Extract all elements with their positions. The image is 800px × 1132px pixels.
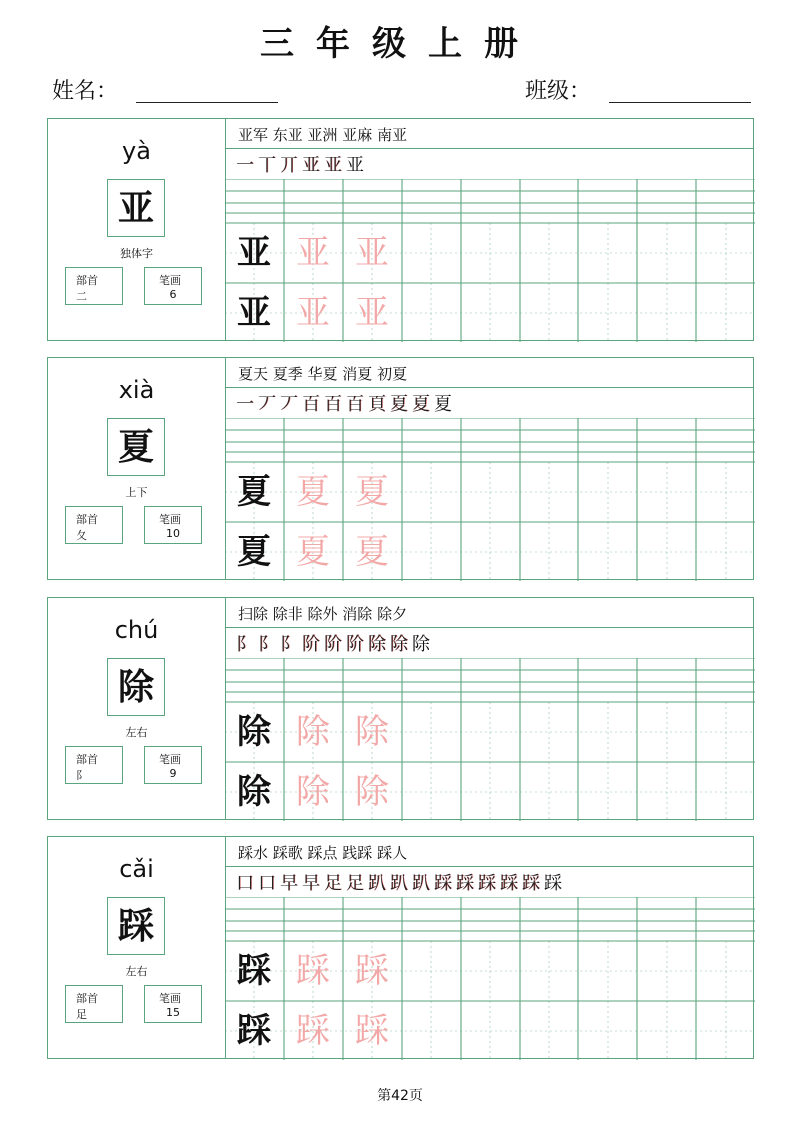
stroke-step: 丆 <box>258 394 276 415</box>
stroke-step: 亚 <box>346 155 364 176</box>
model-character: 踩 <box>237 951 271 991</box>
name-label: 姓名： <box>52 79 119 104</box>
radical-box <box>65 985 123 1023</box>
trace-character: 除 <box>296 772 330 812</box>
strokes-label: 笔画 <box>159 513 181 526</box>
strokes-value: 15 <box>166 1006 180 1019</box>
stroke-step: 夏 <box>390 394 408 415</box>
stroke-step: 丆 <box>280 394 298 415</box>
stroke-step: 阶 <box>324 634 342 655</box>
stroke-step: 踩 <box>544 873 562 894</box>
stroke-order <box>234 152 366 176</box>
stroke-step: 足 <box>324 873 342 894</box>
divider <box>225 148 753 149</box>
stroke-step: 頁 <box>368 394 386 415</box>
stroke-step: 踩 <box>456 873 474 894</box>
stroke-step: 一 <box>236 155 254 176</box>
trace-character: 夏 <box>355 472 389 512</box>
stroke-step: 阝 <box>258 634 276 655</box>
page-number: 第42页 <box>377 1088 423 1104</box>
strokes-box <box>144 506 202 544</box>
stroke-step: 早 <box>302 873 320 894</box>
vocabulary-words: 亚军 东亚 亚洲 亚麻 南亚 <box>238 126 408 144</box>
stroke-step: 趴 <box>390 873 408 894</box>
pinyin: yà <box>122 137 151 165</box>
name-field[interactable] <box>136 102 278 103</box>
model-character: 亚 <box>237 293 271 333</box>
radical-label: 部首 <box>76 274 98 287</box>
strokes-value: 9 <box>169 767 177 780</box>
radical-value: 二 <box>76 290 87 303</box>
stroke-step: 一 <box>236 394 254 415</box>
character-box <box>107 658 165 716</box>
trace-character: 夏 <box>296 532 330 572</box>
stroke-step: 除 <box>412 634 430 655</box>
stroke-step: 百 <box>346 394 364 415</box>
strokes-box <box>144 985 202 1023</box>
stroke-step: 趴 <box>412 873 430 894</box>
stroke-step: 亚 <box>324 155 342 176</box>
divider <box>225 627 753 628</box>
class-field[interactable] <box>609 102 751 103</box>
character-info-panel <box>48 358 226 579</box>
stroke-step: 除 <box>368 634 386 655</box>
radical-box <box>65 746 123 784</box>
pinyin: xià <box>118 376 155 404</box>
vocabulary-words: 夏天 夏季 华夏 消夏 初夏 <box>238 365 408 383</box>
stroke-step: 阝 <box>280 634 298 655</box>
structure-type: 左右 <box>125 726 148 739</box>
radical-value: 阝 <box>76 769 87 782</box>
radical-label: 部首 <box>76 513 98 526</box>
character-box <box>107 418 165 476</box>
stroke-step: 阶 <box>302 634 320 655</box>
structure-type: 上下 <box>125 486 148 499</box>
class-label: 班级： <box>525 79 592 104</box>
stroke-step: 亚 <box>302 155 320 176</box>
character-box <box>107 179 165 237</box>
radical-value: 足 <box>76 1008 87 1021</box>
trace-character: 亚 <box>296 233 330 273</box>
model-character: 踩 <box>237 1011 271 1051</box>
character-card <box>47 118 754 341</box>
stroke-step: 踩 <box>500 873 518 894</box>
divider <box>225 387 753 388</box>
character-card <box>47 836 754 1059</box>
structure-type: 左右 <box>125 965 148 978</box>
structure-type: 独体字 <box>120 247 153 260</box>
strokes-label: 笔画 <box>159 992 181 1005</box>
vocabulary-words: 踩水 踩歌 踩点 践踩 踩人 <box>238 844 408 862</box>
character-card <box>47 357 754 580</box>
stroke-order <box>234 870 564 894</box>
stroke-step: 踩 <box>434 873 452 894</box>
stroke-order <box>234 631 432 655</box>
pinyin: cǎi <box>119 855 154 883</box>
character-box <box>107 897 165 955</box>
stroke-step: 百 <box>302 394 320 415</box>
stroke-step: 阶 <box>346 634 364 655</box>
trace-character: 踩 <box>355 1011 389 1051</box>
strokes-box <box>144 746 202 784</box>
character-info-panel <box>48 837 226 1058</box>
strokes-value: 10 <box>166 527 180 540</box>
stroke-step: 百 <box>324 394 342 415</box>
trace-character: 夏 <box>296 472 330 512</box>
character-info-panel <box>48 598 226 819</box>
stroke-step: 足 <box>346 873 364 894</box>
trace-character: 除 <box>355 772 389 812</box>
model-character: 夏 <box>237 472 271 512</box>
stroke-order <box>234 391 454 415</box>
strokes-box <box>144 267 202 305</box>
strokes-label: 笔画 <box>159 753 181 766</box>
radical-value: 夂 <box>76 529 87 542</box>
main-character: 夏 <box>117 426 154 468</box>
stroke-step: 早 <box>280 873 298 894</box>
stroke-step: 丅 <box>258 155 276 176</box>
stroke-step: 丌 <box>280 155 298 176</box>
radical-box <box>65 506 123 544</box>
trace-character: 亚 <box>355 293 389 333</box>
main-character: 除 <box>117 666 154 708</box>
page-title: 三年级上册 <box>260 24 540 64</box>
strokes-value: 6 <box>169 288 177 301</box>
main-character: 踩 <box>117 905 154 947</box>
main-character: 亚 <box>117 187 154 229</box>
model-character: 除 <box>237 772 271 812</box>
stroke-step: 趴 <box>368 873 386 894</box>
stroke-step: 口 <box>236 873 254 894</box>
trace-character: 亚 <box>296 293 330 333</box>
trace-character: 除 <box>355 712 389 752</box>
trace-character: 除 <box>296 712 330 752</box>
radical-label: 部首 <box>76 992 98 1005</box>
strokes-label: 笔画 <box>159 274 181 287</box>
stroke-step: 口 <box>258 873 276 894</box>
pinyin: chú <box>114 616 159 644</box>
trace-character: 踩 <box>296 951 330 991</box>
character-card <box>47 597 754 820</box>
stroke-step: 阝 <box>236 634 254 655</box>
stroke-step: 夏 <box>434 394 452 415</box>
stroke-step: 夏 <box>412 394 430 415</box>
model-character: 除 <box>237 712 271 752</box>
trace-character: 踩 <box>355 951 389 991</box>
vocabulary-words: 扫除 除非 除外 消除 除夕 <box>238 605 408 623</box>
stroke-step: 踩 <box>522 873 540 894</box>
model-character: 亚 <box>237 233 271 273</box>
trace-character: 夏 <box>355 532 389 572</box>
stroke-step: 除 <box>390 634 408 655</box>
trace-character: 亚 <box>355 233 389 273</box>
radical-box <box>65 267 123 305</box>
stroke-step: 踩 <box>478 873 496 894</box>
character-info-panel <box>48 119 226 340</box>
radical-label: 部首 <box>76 753 98 766</box>
divider <box>225 866 753 867</box>
trace-character: 踩 <box>296 1011 330 1051</box>
model-character: 夏 <box>237 532 271 572</box>
